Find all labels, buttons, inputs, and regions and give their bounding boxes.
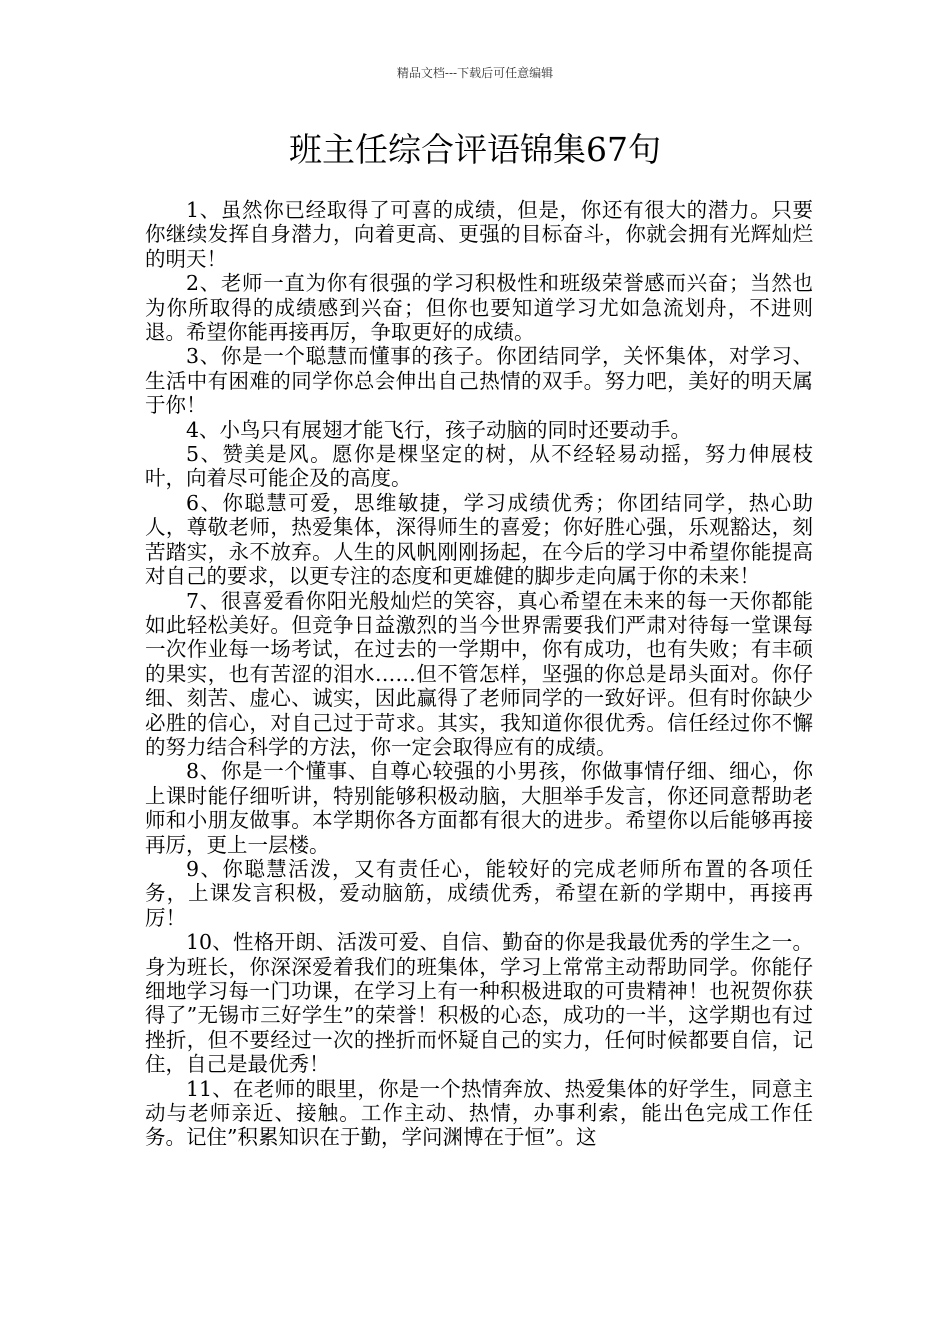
paragraph-7: 7、很喜爱看你阳光般灿烂的笑容，真心希望在未来的每一天你都能如此轻松美好。但竞争日益激烈的当今世界需要我们严肃对待每一堂课每一次作业每一场考试，在过去的一学期中，你有成功，也有失败；有丰硕的果实，也有苦涩的泪水……但不管怎样，坚强的你总是昂头面对。你仔细、刻苦、虚心、诚实，因此赢得了老师同学的一致好评。但有时你缺少必胜的信心，对自己过于苛求。其实，我知道你很优秀。信任经过你不懈的努力结合科学的方法，你一定会取得应有的成绩。 [145, 588, 813, 759]
paragraph-9: 9、你聪慧活泼，又有责任心，能较好的完成老师所布置的各项任务，上课发言积极，爱动脑筋，成绩优秀，希望在新的学期中，再接再厉！ [145, 856, 813, 930]
paragraph-5: 5、赞美是风。愿你是棵坚定的树，从不经轻易动摇，努力伸展枝叶，向着尽可能企及的高度。 [145, 442, 813, 491]
paragraph-2: 2、老师一直为你有很强的学习积极性和班级荣誉感而兴奋；当然也为你所取得的成绩感到兴奋；但你也要知道学习尤如急流划舟，不进则退。希望你能再接再厉，争取更好的成绩。 [145, 271, 813, 345]
paragraph-1: 1、虽然你已经取得了可喜的成绩，但是，你还有很大的潜力。只要你继续发挥自身潜力，向着更高、更强的目标奋斗，你就会拥有光辉灿烂的明天！ [145, 198, 813, 271]
paragraph-10: 10、性格开朗、活泼可爱、自信、勤奋的你是我最优秀的学生之一。身为班长，你深深爱着我们的班集体，学习上常常主动帮助同学。你能仔细地学习每一门功课，在学习上有一种积极进取的可贵精神！也祝贺你获得了”无锡市三好学生”的荣誉！积极的心态，成功的一半，这学期也有过挫折，但不要经过一次的挫折而怀疑自己的实力，任何时候都要自信，记住，自己是最优秀！ [145, 930, 813, 1077]
header-note: 精品文档---下载后可任意编辑 [396, 66, 554, 80]
document-title: 班主任综合评语锦集67句 [289, 130, 661, 169]
paragraph-4: 4、小鸟只有展翅才能飞行，孩子动脑的同时还要动手。 [186, 417, 692, 442]
paragraph-11: 11、在老师的眼里，你是一个热情奔放、热爱集体的好学生，同意主动与老师亲近、接触。工作主动、热情，办事利索，能出色完成工作任务。记住”积累知识在于勤，学问渊博在于恒”。这 [145, 1076, 813, 1150]
paragraph-6: 6、你聪慧可爱，思维敏捷，学习成绩优秀；你团结同学，热心助人，尊敬老师，热爱集体，深得师生的喜爱；你好胜心强，乐观豁达，刻苦踏实，永不放弃。人生的风帆刚刚扬起，在今后的学习中希望你能提高对自己的要求，以更专注的态度和更雄健的脚步走向属于你的未来！ [145, 490, 813, 589]
paragraph-8: 8、你是一个懂事、自尊心较强的小男孩，你做事情仔细、细心，你上课时能仔细听讲，特别能够积极动脑，大胆举手发言，你还同意帮助老师和小朋友做事。本学期你各方面都有很大的进步。希望你以后能够再接再厉，更上一层楼。 [145, 759, 813, 857]
paragraph-3: 3、你是一个聪慧而懂事的孩子。你团结同学，关怀集体，对学习、生活中有困难的同学你总会伸出自己热情的双手。努力吧，美好的明天属于你！ [145, 344, 813, 418]
document-body [145, 198, 813, 1150]
